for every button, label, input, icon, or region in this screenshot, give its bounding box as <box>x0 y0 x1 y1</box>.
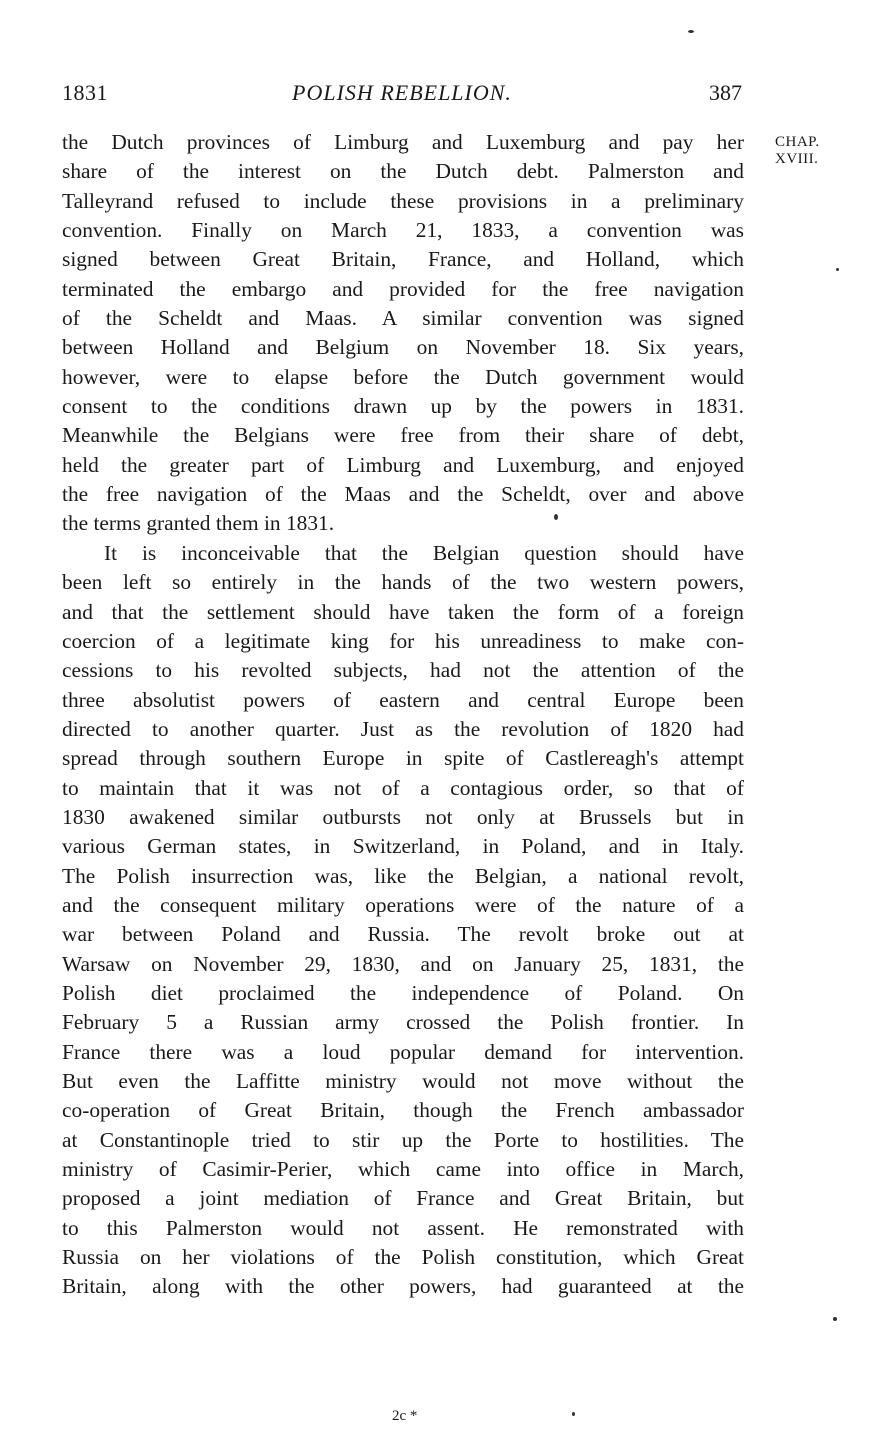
text-line: and the consequent military operations were of the nature of a <box>62 892 744 917</box>
text-line: at Constantinople tried to stir up the Porte to hostilities. The <box>62 1127 744 1152</box>
text-line: terminated the embargo and provided for the free navigation <box>62 276 744 301</box>
text-line: of the Scheldt and Maas. A similar convention was signed <box>62 306 744 331</box>
text-line: But even the Laffitte ministry would not move without the <box>62 1069 744 1093</box>
running-head-title: POLISH REBELLION. <box>292 80 512 105</box>
text-line: the free navigation of the Maas and the Scheldt, over and above <box>62 482 744 507</box>
text-line: held the greater part of Limburg and Luxemburg, and enjoyed <box>62 452 744 477</box>
text-line: cessions to his revolted subjects, had not the attention of the <box>62 658 744 683</box>
text-line: Meanwhile the Belgians were free from their share of debt, <box>62 423 744 448</box>
text-line: Polish diet proclaimed the independence of Poland. On <box>62 980 744 1005</box>
paragraph-1 <box>62 128 744 539</box>
text-line: however, were to elapse before the Dutch government would <box>62 364 744 389</box>
margin-note-number: XVIII. <box>775 151 819 167</box>
text-line: France there was a loud popular demand for intervention. <box>62 1039 744 1064</box>
text-line: ministry of Casimir-Perier, which came into office in March, <box>62 1157 744 1182</box>
running-head-year: 1831 <box>62 80 108 105</box>
margin-note-chapter <box>775 134 820 168</box>
text-line: the Dutch provinces of Limburg and Luxemburg and pay her <box>62 130 744 154</box>
text-line: share of the interest on the Dutch debt. Palmerston and <box>62 159 744 184</box>
text-line: three absolutist powers of eastern and central Europe been <box>62 687 744 712</box>
scan-speck <box>572 1412 575 1416</box>
body-text <box>62 128 744 1302</box>
text-line: coercion of a legitimate king for his unreadiness to make con- <box>62 628 744 653</box>
text-line: consent to the conditions drawn up by the powers in 1831. <box>62 394 744 419</box>
text-line: February 5 a Russian army crossed the Polish frontier. In <box>62 1010 744 1035</box>
text-line: co-operation of Great Britain, though the French ambassador <box>62 1098 744 1123</box>
text-line: war between Poland and Russia. The revolt broke out at <box>62 922 744 947</box>
signature-mark: 2c * <box>392 1408 418 1424</box>
text-line: spread through southern Europe in spite of Castlereagh's attempt <box>62 746 744 771</box>
text-line: Russia on her violations of the Polish constitution, which Great <box>62 1245 744 1270</box>
page-number: 387 <box>709 80 742 105</box>
text-line: convention. Finally on March 21, 1833, a convention was <box>62 218 744 243</box>
text-line: Britain, along with the other powers, had guaranteed at the <box>62 1274 744 1299</box>
text-line: proposed a joint mediation of France and Great Britain, but <box>62 1186 744 1211</box>
text-line: to maintain that it was not of a contagious order, so that of <box>62 775 744 800</box>
text-line: The Polish insurrection was, like the Belgian, a national revolt, <box>62 863 744 888</box>
text-line: It is inconceivable that the Belgian question should have <box>104 540 744 565</box>
text-line: to this Palmerston would not assent. He remonstrated with <box>62 1215 744 1240</box>
text-line: directed to another quarter. Just as the revolution of 1820 had <box>62 716 744 741</box>
text-line: between Holland and Belgium on November 18. Six years, <box>62 335 744 360</box>
scan-speck <box>554 514 558 520</box>
scan-speck <box>688 30 694 33</box>
text-line: and that the settlement should have taken the form of a foreign <box>62 599 744 624</box>
paragraph-2 <box>62 539 744 1302</box>
text-line: Talleyrand refused to include these provisions in a preliminary <box>62 188 744 213</box>
scan-speck <box>836 268 839 271</box>
text-line: Warsaw on November 29, 1830, and on January 25, 1831, the <box>62 951 744 976</box>
text-line: signed between Great Britain, France, and Holland, which <box>62 247 744 272</box>
running-head <box>62 80 742 110</box>
text-line: been left so entirely in the hands of the two western powers, <box>62 570 744 595</box>
margin-note-chap: CHAP. <box>775 134 820 150</box>
text-line: various German states, in Switzerland, in Poland, and in Italy. <box>62 834 744 859</box>
text-line: the terms granted them in 1831. <box>62 511 335 536</box>
scan-speck <box>833 1317 837 1321</box>
text-line: 1830 awakened similar outbursts not only at Brussels but in <box>62 804 744 829</box>
